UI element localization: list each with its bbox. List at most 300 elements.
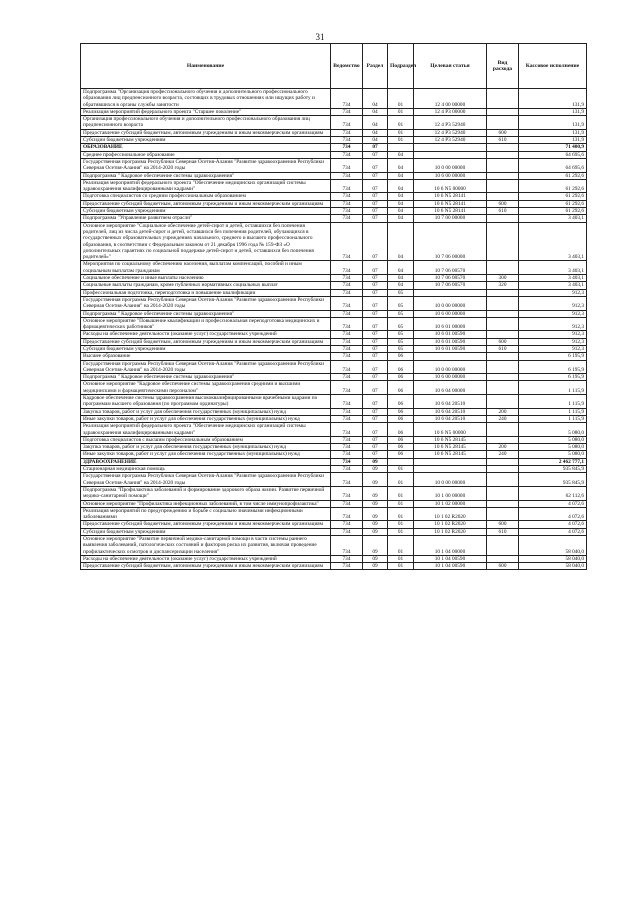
table-row [81, 374, 587, 381]
cell-name: Основное мероприятие "Социальное обеспечение детей-сирот и детей, оставшихся без попечения родителей, лиц из числа детей-сирот и детей, оставшихся без попечения родителей, обучающихся в государственных образовательных учреждениях начального, среднего и высшего профессионального образования, в соответствии с Федеральным законом от 21 декабря 1996 года № 159-ФЗ «О дополнительных гарантиях по социальной поддержке детей-сирот и детей, оставшихся без попечения родителей»" [81, 222, 331, 261]
header-target: Целевая статья [414, 44, 487, 89]
cell-name: Реализация мероприятий федерального проекта "Старшее поколение" [81, 108, 331, 115]
cell-subsection: 06 [388, 381, 414, 395]
cell-section: 09 [363, 536, 388, 556]
cell-amount: 61 292,6 [519, 172, 587, 179]
cell-name: Государственная программа Республики Северная Осетия-Алания "Развитие здравоохранения Республики Северная Осетия-Алания" на 2014-2020 годы [81, 473, 331, 487]
cell-expense-type [487, 486, 519, 500]
cell-target: 10 7 06 00570 [414, 261, 487, 275]
cell-subsection: 01 [388, 521, 414, 528]
cell-amount: 58 040,0 [519, 563, 587, 570]
cell-amount: 1 115,9 [519, 395, 587, 409]
cell-section: 07 [363, 158, 388, 172]
cell-expense-type [487, 261, 519, 275]
cell-target: 10 6 04 20510 [414, 415, 487, 422]
cell-section: 07 [363, 200, 388, 207]
cell-expense-type [487, 144, 519, 151]
cell-subsection: 01 [388, 89, 414, 109]
cell-expense-type [487, 381, 519, 395]
cell-expense-type [487, 395, 519, 409]
cell-section: 07 [363, 172, 388, 179]
cell-name: Расходы на обеспечение деятельности (оказание услуг) государственных учреждений [81, 331, 331, 338]
cell-amount: 64 695,6 [519, 158, 587, 172]
cell-dept: 734 [331, 208, 363, 215]
cell-subsection: 01 [388, 528, 414, 535]
cell-dept: 734 [331, 395, 363, 409]
cell-section: 07 [363, 317, 388, 331]
header-section: Раздел [363, 44, 388, 89]
cell-expense-type [487, 507, 519, 521]
cell-section: 09 [363, 473, 388, 487]
cell-subsection: 05 [388, 317, 414, 331]
cell-subsection: 06 [388, 423, 414, 437]
cell-dept: 734 [331, 415, 363, 422]
cell-expense-type: 610 [487, 137, 519, 144]
cell-name: Предоставление субсидий бюджетным, автономным учреждениям и иным некоммерческим организациям [81, 200, 331, 207]
table-row [81, 144, 587, 151]
cell-expense-type [487, 151, 519, 158]
cell-target: 10 6 N5 28145 [414, 451, 487, 458]
cell-amount: 2 462 777,1 [519, 458, 587, 465]
cell-subsection: 04 [388, 158, 414, 172]
table-row [81, 415, 587, 422]
cell-target: 10 6 04 20510 [414, 395, 487, 409]
table-row [81, 528, 587, 535]
cell-name: Реализация мероприятий федерального проекта "Обеспечение медицинских организаций системы здравоохранения квалифицированными кадрами" [81, 179, 331, 193]
cell-expense-type [487, 193, 519, 200]
cell-amount: 71 400,9 [519, 144, 587, 151]
cell-dept: 734 [331, 179, 363, 193]
table-row [81, 353, 587, 360]
cell-subsection: 06 [388, 360, 414, 374]
cell-target [414, 151, 487, 158]
table-row [81, 500, 587, 507]
cell-dept: 734 [331, 158, 363, 172]
table-row [81, 381, 587, 395]
cell-dept: 734 [331, 151, 363, 158]
table-row [81, 282, 587, 289]
cell-target: 10 1 04 00590 [414, 555, 487, 562]
cell-target [414, 289, 487, 296]
table-row [81, 395, 587, 409]
table-row [81, 129, 587, 136]
cell-name: Социальное обеспечение и иные выплаты населению [81, 275, 331, 282]
cell-subsection: 04 [388, 208, 414, 215]
cell-amount: 61 292,6 [519, 179, 587, 193]
cell-expense-type [487, 436, 519, 443]
cell-name: Иные закупки товаров, работ и услуг для обеспечения государственных (муниципальных) нужд [81, 451, 331, 458]
cell-name: Стационарная медицинская помощь [81, 466, 331, 473]
cell-target [414, 458, 487, 465]
cell-subsection: 04 [388, 193, 414, 200]
cell-amount: 1 115,9 [519, 381, 587, 395]
cell-dept: 734 [331, 521, 363, 528]
table-row [81, 423, 587, 437]
cell-amount: 4 072,6 [519, 521, 587, 528]
cell-expense-type: 610 [487, 345, 519, 352]
cell-amount: 4 072,6 [519, 528, 587, 535]
cell-subsection: 05 [388, 331, 414, 338]
cell-name: Основное мероприятие "Повышение квалификации и профессиональная переподготовка медицинских и фармацевтических работников" [81, 317, 331, 331]
cell-dept: 734 [331, 451, 363, 458]
cell-section: 07 [363, 395, 388, 409]
cell-subsection: 06 [388, 408, 414, 415]
cell-amount: 131,9 [519, 108, 587, 115]
cell-target: 10 6 N5 00000 [414, 179, 487, 193]
cell-subsection: 05 [388, 345, 414, 352]
cell-target: 10 6 04 00000 [414, 381, 487, 395]
cell-name: Основное мероприятие "Развитие первичной медико-санитарной помощи в части системы раннего выявления заболеваний, патологических состояний и факторов риска их развития, включая проведение профилактических осмотров и диспансеризации населения" [81, 536, 331, 556]
cell-expense-type [487, 466, 519, 473]
cell-name: ЗДРАВООХРАНЕНИЕ [81, 458, 331, 465]
cell-expense-type [487, 310, 519, 317]
header-expense-type: Вид расхода [487, 44, 519, 89]
cell-target: 12 4 P3 52940 [414, 129, 487, 136]
cell-target: 10 1 02 R2020 [414, 507, 487, 521]
cell-subsection: 05 [388, 289, 414, 296]
cell-amount: 131,9 [519, 89, 587, 109]
cell-target: 10 0 00 00000 [414, 296, 487, 310]
cell-amount: 64 695,6 [519, 151, 587, 158]
cell-expense-type: 240 [487, 415, 519, 422]
cell-expense-type [487, 353, 519, 360]
cell-dept: 734 [331, 563, 363, 570]
cell-amount: 61 292,6 [519, 208, 587, 215]
cell-dept: 734 [331, 331, 363, 338]
cell-dept: 734 [331, 289, 363, 296]
cell-amount: 6 195,9 [519, 353, 587, 360]
cell-dept: 734 [331, 436, 363, 443]
cell-section: 09 [363, 466, 388, 473]
cell-target: 12 4 P3 52940 [414, 137, 487, 144]
cell-target: 10 6 N5 28141 [414, 208, 487, 215]
cell-section: 09 [363, 507, 388, 521]
cell-expense-type [487, 116, 519, 130]
cell-name: Субсидии бюджетным учреждениям [81, 345, 331, 352]
cell-expense-type [487, 331, 519, 338]
cell-dept: 734 [331, 381, 363, 395]
cell-target: 10 6 00 00000 [414, 374, 487, 381]
table-row [81, 179, 587, 193]
table-row [81, 563, 587, 570]
cell-subsection [388, 144, 414, 151]
cell-section: 09 [363, 486, 388, 500]
table-row [81, 536, 587, 556]
cell-name: Предоставление субсидий бюджетным, автономным учреждениям и иным некоммерческим организациям [81, 563, 331, 570]
cell-target: 10 6 01 00000 [414, 317, 487, 331]
cell-section: 07 [363, 338, 388, 345]
cell-subsection [388, 458, 414, 465]
cell-subsection: 05 [388, 310, 414, 317]
cell-target: 10 6 N5 28145 [414, 444, 487, 451]
cell-name: Организация профессионального обучения и дополнительного профессионального образования лиц предпенсионного возраста [81, 116, 331, 130]
cell-section: 04 [363, 108, 388, 115]
cell-amount: 131,9 [519, 129, 587, 136]
cell-subsection: 01 [388, 500, 414, 507]
cell-amount: 4 072,6 [519, 500, 587, 507]
cell-section: 09 [363, 555, 388, 562]
cell-subsection: 01 [388, 555, 414, 562]
table-row [81, 289, 587, 296]
cell-expense-type [487, 179, 519, 193]
cell-section: 07 [363, 415, 388, 422]
table-row [81, 466, 587, 473]
cell-name: Подпрограмма "Профилактика заболеваний и формирование здорового образа жизни. Развитие первичной медико-санитарной помощи" [81, 486, 331, 500]
cell-target: 10 7 06 00570 [414, 282, 487, 289]
cell-dept: 734 [331, 172, 363, 179]
cell-dept: 734 [331, 129, 363, 136]
cell-section: 07 [363, 360, 388, 374]
cell-target: 10 6 01 00590 [414, 345, 487, 352]
table-row [81, 436, 587, 443]
cell-name: Подготовка специалистов с высшим профессиональным образованием [81, 436, 331, 443]
cell-amount: 935 845,9 [519, 466, 587, 473]
cell-amount: 5 080,0 [519, 436, 587, 443]
cell-name: Закупка товаров, работ и услуг для обеспечения государственных (муниципальных) нужд [81, 444, 331, 451]
cell-dept: 734 [331, 536, 363, 556]
cell-expense-type [487, 555, 519, 562]
cell-subsection: 04 [388, 151, 414, 158]
cell-section: 07 [363, 261, 388, 275]
cell-expense-type [487, 423, 519, 437]
table-row [81, 507, 587, 521]
cell-name: Реализация мероприятий по предупреждению и борьбе с социально значимыми инфекционными заболеваниями [81, 507, 331, 521]
cell-amount: 912,3 [519, 310, 587, 317]
cell-subsection: 04 [388, 222, 414, 261]
cell-amount: 61 292,6 [519, 200, 587, 207]
table-row [81, 222, 587, 261]
cell-dept: 734 [331, 360, 363, 374]
cell-expense-type [487, 289, 519, 296]
cell-subsection: 06 [388, 353, 414, 360]
cell-section: 04 [363, 137, 388, 144]
table-row [81, 310, 587, 317]
cell-dept: 734 [331, 528, 363, 535]
cell-amount: 912,3 [519, 317, 587, 331]
cell-expense-type: 600 [487, 129, 519, 136]
cell-name: Подпрограмма " Кадровое обеспечение системы здравоохранения" [81, 374, 331, 381]
cell-dept: 734 [331, 345, 363, 352]
header-subsection: Подраздел [388, 44, 414, 89]
cell-expense-type [487, 172, 519, 179]
cell-dept: 734 [331, 222, 363, 261]
cell-dept: 734 [331, 261, 363, 275]
cell-expense-type: 600 [487, 563, 519, 570]
cell-target: 12 4 P3 52940 [414, 116, 487, 130]
cell-expense-type [487, 536, 519, 556]
cell-amount: 131,9 [519, 116, 587, 130]
cell-expense-type [487, 360, 519, 374]
cell-expense-type [487, 296, 519, 310]
cell-target: 10 6 00 00000 [414, 310, 487, 317]
cell-name: Кадровое обеспечение системы здравоохранения высококвалифицированными врачебными кадрами по программам высшего образования (по программам ординатуры) [81, 395, 331, 409]
cell-name: Государственная программа Республики Северная Осетия-Алания "Развитие здравоохранения Республики Северная Осетия-Алания" на 2014-2020 годы [81, 296, 331, 310]
cell-section: 07 [363, 151, 388, 158]
cell-dept: 734 [331, 200, 363, 207]
cell-name: Реализация мероприятий федерального проекта "Обеспечение медицинских организаций системы здравоохранения квалифицированными кадрами" [81, 423, 331, 437]
cell-name: Подпрограмма "Управление развитием отрасли" [81, 215, 331, 222]
cell-expense-type [487, 89, 519, 109]
cell-section: 07 [363, 408, 388, 415]
cell-subsection: 04 [388, 261, 414, 275]
page-number: 31 [315, 32, 325, 42]
cell-amount: 4 072,6 [519, 507, 587, 521]
table-row [81, 451, 587, 458]
cell-target: 10 7 00 00000 [414, 215, 487, 222]
cell-expense-type: 600 [487, 200, 519, 207]
cell-amount: 912,3 [519, 331, 587, 338]
cell-amount: 3 403,1 [519, 261, 587, 275]
cell-expense-type [487, 108, 519, 115]
cell-dept: 734 [331, 310, 363, 317]
cell-expense-type [487, 158, 519, 172]
cell-name: Предоставление субсидий бюджетным, автономным учреждениям и иным некоммерческим организациям [81, 521, 331, 528]
table-row [81, 158, 587, 172]
cell-dept: 734 [331, 486, 363, 500]
cell-section: 07 [363, 331, 388, 338]
table-header-row [81, 44, 587, 89]
cell-amount: 1 115,9 [519, 408, 587, 415]
cell-subsection: 05 [388, 338, 414, 345]
cell-name: Высшее образование [81, 353, 331, 360]
cell-target: 10 6 N5 28141 [414, 193, 487, 200]
cell-name: Расходы на обеспечение деятельности (оказание услуг) государственных учреждений [81, 555, 331, 562]
cell-section: 07 [363, 222, 388, 261]
cell-section: 09 [363, 458, 388, 465]
cell-target: 10 7 06 00000 [414, 222, 487, 261]
cell-amount: 6 195,9 [519, 360, 587, 374]
cell-section: 07 [363, 345, 388, 352]
cell-dept: 734 [331, 374, 363, 381]
cell-section: 09 [363, 563, 388, 570]
cell-name: Подпрограмма " Кадровое обеспечение системы здравоохранения" [81, 172, 331, 179]
cell-subsection: 04 [388, 179, 414, 193]
cell-dept: 734 [331, 338, 363, 345]
cell-dept: 734 [331, 144, 363, 151]
cell-amount: 5 080,0 [519, 451, 587, 458]
cell-section: 09 [363, 500, 388, 507]
cell-section: 09 [363, 528, 388, 535]
cell-amount: 58 040,0 [519, 555, 587, 562]
cell-name: Субсидии бюджетным учреждениям [81, 208, 331, 215]
cell-subsection: 01 [388, 108, 414, 115]
cell-target: 10 6 04 20510 [414, 408, 487, 415]
cell-dept: 734 [331, 296, 363, 310]
cell-section: 07 [363, 381, 388, 395]
cell-amount: 3 403,1 [519, 215, 587, 222]
cell-expense-type [487, 374, 519, 381]
cell-target: 10 1 04 00000 [414, 536, 487, 556]
cell-target: 10 6 N5 00000 [414, 423, 487, 437]
cell-amount: 62 112,6 [519, 486, 587, 500]
cell-expense-type [487, 222, 519, 261]
table-row [81, 360, 587, 374]
cell-name: Предоставление субсидий бюджетным, автономным учреждениям и иным некоммерческим организациям [81, 129, 331, 136]
cell-amount: 912,3 [519, 345, 587, 352]
cell-subsection: 06 [388, 374, 414, 381]
cell-name: Социальные выплаты гражданам, кроме публичных нормативных социальных выплат [81, 282, 331, 289]
cell-expense-type: 600 [487, 521, 519, 528]
cell-name: Основное мероприятие "Кадровое обеспечение системы здравоохранения средними и высшими медицинскими и фармацевтическими персоналом" [81, 381, 331, 395]
cell-amount: 58 040,0 [519, 536, 587, 556]
cell-amount: 131,9 [519, 137, 587, 144]
cell-name: Государственная программа Республики Северная Осетия-Алания "Развитие здравоохранения Республики Северная Осетия-Алания" на 2014-2020 годы [81, 158, 331, 172]
cell-name: Закупка товаров, работ и услуг для обеспечения государственных (муниципальных) нужд [81, 408, 331, 415]
cell-section: 07 [363, 310, 388, 317]
cell-section: 07 [363, 144, 388, 151]
cell-subsection: 04 [388, 172, 414, 179]
cell-target: 10 6 N5 28141 [414, 200, 487, 207]
cell-name: Иные закупки товаров, работ и услуг для обеспечения государственных (муниципальных) нужд [81, 415, 331, 422]
cell-name: Государственная программа Республики Северная Осетия-Алания "Развитие здравоохранения Республики Северная Осетия-Алания" на 2014-2020 годы [81, 360, 331, 374]
table-row [81, 208, 587, 215]
cell-subsection: 01 [388, 466, 414, 473]
cell-section: 07 [363, 179, 388, 193]
budget-execution-table [80, 43, 587, 570]
cell-section: 09 [363, 521, 388, 528]
cell-subsection: 01 [388, 116, 414, 130]
cell-subsection: 01 [388, 473, 414, 487]
cell-target: 10 1 02 R2020 [414, 528, 487, 535]
cell-name: Среднее профессиональное образование [81, 151, 331, 158]
cell-section: 07 [363, 193, 388, 200]
cell-name: Субсидии бюджетным учреждениям [81, 528, 331, 535]
table-row [81, 151, 587, 158]
cell-target: 10 6 N5 28145 [414, 436, 487, 443]
cell-subsection: 01 [388, 563, 414, 570]
cell-target: 10 6 01 00590 [414, 338, 487, 345]
cell-name: Подпрограмма "Организация профессионального обучения и дополнительного профессионального образования лиц предпенсионного возраста, состоящих в трудовых отношениях или ищущих работу и обратившихся в органы службы занятости [81, 89, 331, 109]
cell-target: 10 1 00 00000 [414, 486, 487, 500]
cell-target: 10 7 06 00570 [414, 275, 487, 282]
table-row [81, 296, 587, 310]
table-row [81, 331, 587, 338]
cell-dept: 734 [331, 500, 363, 507]
cell-target: 10 1 02 R2020 [414, 521, 487, 528]
cell-subsection: 01 [388, 129, 414, 136]
cell-section: 04 [363, 89, 388, 109]
cell-expense-type [487, 458, 519, 465]
table-row [81, 261, 587, 275]
header-dept: Ведомство [331, 44, 363, 89]
header-amount: Кассовое исполнение [519, 44, 587, 89]
table-row [81, 215, 587, 222]
cell-expense-type: 320 [487, 282, 519, 289]
cell-dept: 734 [331, 275, 363, 282]
cell-target: 10 6 00 00000 [414, 172, 487, 179]
cell-amount: 5 080,0 [519, 444, 587, 451]
cell-amount: 3 403,1 [519, 282, 587, 289]
table-row [81, 486, 587, 500]
cell-name: ОБРАЗОВАНИЕ [81, 144, 331, 151]
cell-section: 07 [363, 436, 388, 443]
cell-amount: 5 080,0 [519, 423, 587, 437]
table-row [81, 116, 587, 130]
cell-amount: 912,3 [519, 289, 587, 296]
cell-subsection: 04 [388, 275, 414, 282]
table-row [81, 317, 587, 331]
cell-name: Профессиональная подготовка, переподготовка и повышение квалификации [81, 289, 331, 296]
cell-subsection: 04 [388, 282, 414, 289]
cell-target: 10 0 00 00000 [414, 158, 487, 172]
cell-name: Подпрограмма " Кадровое обеспечение системы здравоохранения" [81, 310, 331, 317]
cell-name: Предоставление субсидий бюджетным, автономным учреждениям и иным некоммерческим организациям [81, 338, 331, 345]
cell-dept: 734 [331, 458, 363, 465]
cell-amount: 3 403,1 [519, 222, 587, 261]
cell-amount: 61 292,6 [519, 193, 587, 200]
cell-name: Субсидии бюджетным учреждениям [81, 137, 331, 144]
cell-amount: 912,3 [519, 296, 587, 310]
